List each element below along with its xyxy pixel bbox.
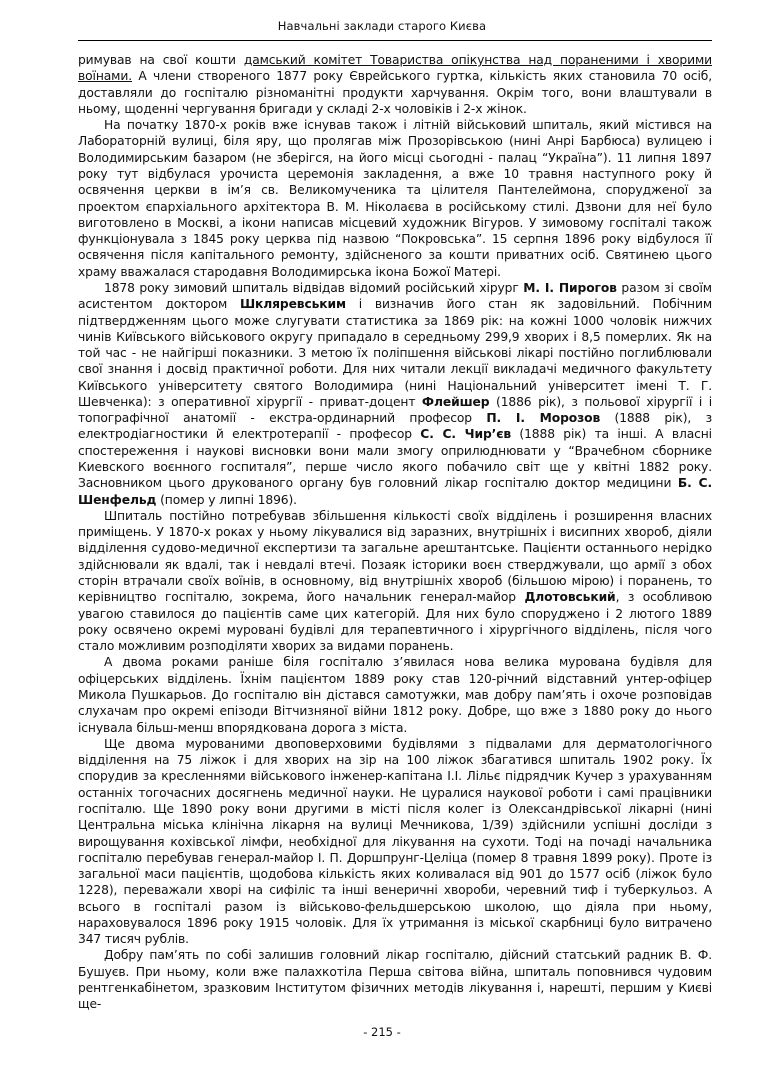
person-name: Шкляревським (239, 297, 346, 312)
paragraph (78, 947, 712, 1012)
header-rule (78, 40, 712, 41)
person-name: С. С. Чир’єв (420, 427, 512, 442)
body-text (78, 52, 712, 1013)
text-run: Ще двома мурованими двоповерховими будівлями з підвалами для дерматологічного відділення на 75 ліжок і для хворих на зір на 100 ліжок збагатився шпиталь 1902 року. Їх спорудив за кресленнями військового інженер-капітана І.І. Лільє підрядчик Кучер з урахуванням останніх тогочасних досягнень медичної науки. Не цуралися наукової роботи і самі працівники госпіталю. Ще 1890 року вони другими в місті після колег із Олександрівської лікарні (нині Центральна міська клінічна лікарня на вулиці Мечникова, 1/39) здійснили успішні досліди з вирощування кохівської лімфи, необхідної для лікування на сухоти. Тоді на почаді начальника госпіталю перебував генерал-майор І. П. Доршпрунг-Целіца (помер 8 травня 1899 року). Проте із загальної маси пацієнтів, щодобова кількість яких коливалася від 901 до 1577 осіб (ліжок було 1228), переважали хворі на сифіліс та інші венеричні хвороби, черевний тиф і туберкульоз. А всього в госпіталі разом із військово-фельдшерською школою, що діяла при ньому, нараховувалося 1896 року 1915 чоловік. Для їх утримання із міської скарбниці було витрачено 347 тисяч рублів. (78, 736, 712, 947)
text-run: 1878 року зимовий шпиталь відвідав відомий російський хірург (104, 280, 524, 295)
text-run: разом зі своїм асистентом доктором (78, 280, 712, 312)
person-name: М. І. Пирогов (523, 280, 617, 295)
paragraph (78, 508, 712, 655)
text-run: Шпиталь постійно потребував збільшення кількості своїх відділень і розширення власних приміщень. У 1870-х роках у ньому лікувалися від заразних, внутрішніх і висипних хвороб, діяли відділення судово-медичної експертизи та загальне арештантське. Пацієнти останнього нерідко здійснювали як вдалі, так і невдалі втечі. Позаяк історики воєн стверджували, що армії з обох сторін втрачали своїх воїнів, в основному, від внутрішніх хвороб (більшою мірою) і поранень, то керівництво госпіталю, зокрема, його начальник генерал-майор (78, 508, 712, 605)
person-name: Флейшер (421, 394, 490, 409)
person-name: Длотовський (524, 590, 616, 605)
person-name: П. І. Морозов (486, 411, 601, 426)
text-run: , з особливою увагою ставилося до пацієнтів саме цих категорій. Для них було споруджено і 2 лютого 1889 року освячено окремі муровані будівлі для терапевтичного і хірургічного відділень, після чого стало можливим розподіляти хворих за видами поранень. (78, 590, 712, 654)
text-run: А двома роками раніше біля госпіталю з’явилася нова велика мурована будівля для офіцерських відділень. Їхнім пацієнтом 1889 року став 120-річний відставний унтер-офіцер Микола Пушкарьов. До госпіталю він дістався самотужки, мав добру пам’ять і охоче розповідав слухачам про окремі епізоди Вітчизняної війни 1812 року. Добре, що вже з 1880 року до нього існувала більш-менш впорядкована дорога з міста. (78, 655, 712, 735)
paragraph (78, 280, 712, 508)
paragraph (78, 117, 712, 280)
text-run: Добру пам’ять по собі залишив головний лікар госпіталю, дійсний статський радник В. Ф. Бушуєв. При ньому, коли вже палахкотіла Перша світова війна, шпиталь поповнився чудовим рентгенкабінетом, зразковим Інститутом фізичних методів лікування і, нарешті, першим у Києві ще- (78, 948, 712, 1012)
page-number: - 215 - (363, 1025, 401, 1039)
text-run: А члени створеного 1877 року Єврейського гуртка, кількість яких становила 70 осіб, доставляли до госпіталю різноманітні продукти харчування. Окрім того, вони влаштували в ньому, щоденні чергування бригади у складі 2-х чоловіків і 2-х жінок. (78, 69, 712, 116)
underlined-text: дамський комітет Товариства опікунства над пораненими і хворими воїнами. (78, 53, 712, 84)
text-run: і визначив його стан як задовільний. Побічним підтвердженням цього може слугувати статистика за 1869 рік: на кожні 1000 чоловік нижчих чинів Київського військового округу припадало в середньому 299,9 хворих і 8,5 померлих. Як на той час - не найгірші показники. З метою їх поліпшення військові лікарі постійно поглиблювали свої знання і досвід практичної роботи. Для них читали лекції викладачі медичного факультету Київського університету святого Володимира (нині Національний університет імені Т. Г. Шевченка): з оперативної хірургії - приват-доцент (78, 297, 712, 409)
paragraph (78, 736, 712, 948)
text-run: (помер у липні 1896). (156, 492, 297, 507)
person-name: Б. С. Шенфельд (78, 476, 712, 507)
paragraph (78, 52, 712, 117)
text-run: На початку 1870-х років вже існував також і літній військовий шпиталь, який містився на Лабораторній вулиці, біля яру, що пролягав між Прозорівською (нині Анрі Барбюса) вулицею і Володимирським базаром (не зберігся, на його місці сьогодні - палац “Україна”). 11 липня 1897 року тут відбулася урочиста церемонія закладення, а вже 10 травня наступного року й освячення церкви в ім’я св. Великомученика та цілителя Пантелеймона, спорудженої за проектом єпархіального архітектора В. М. Ніколаєва в російському стилі. Дзвони для неї було виготовлено в Москві, а ікони написав місцевий художник Вігуров. У зимовому госпіталі також функціонувала з 1845 року церква під назвою “Покровська”. 15 серпня 1896 року відбулося її освячення після капітального ремонту, здійсненого за кошти приватних осіб. Святинею цього храму вважалася стародавня Володимирська ікона Божої Матері. (78, 118, 712, 279)
running-head: Навчальні заклади старого Києва (277, 19, 487, 33)
text-run: (1888 рік) та інші. А власні спостереження і наукові висновки вони мали змогу оприлюднювати у “Врачебном сборнике Киевского воєнного госпиталя”, перше число якого побачило світ ще у квітні 1882 року. Засновником цього друкованого органу був головний лікар госпіталю доктор медицини (78, 427, 712, 491)
paragraph (78, 654, 712, 735)
text-run: (1888 рік), з електродіагностики й електротерапії - професор (78, 411, 712, 442)
text-run: (1886 рік), з польової хірургії і і топографічної анатомії - екстра-ординарний професор (78, 394, 712, 426)
text-run: римував на свої кошти (78, 53, 244, 67)
